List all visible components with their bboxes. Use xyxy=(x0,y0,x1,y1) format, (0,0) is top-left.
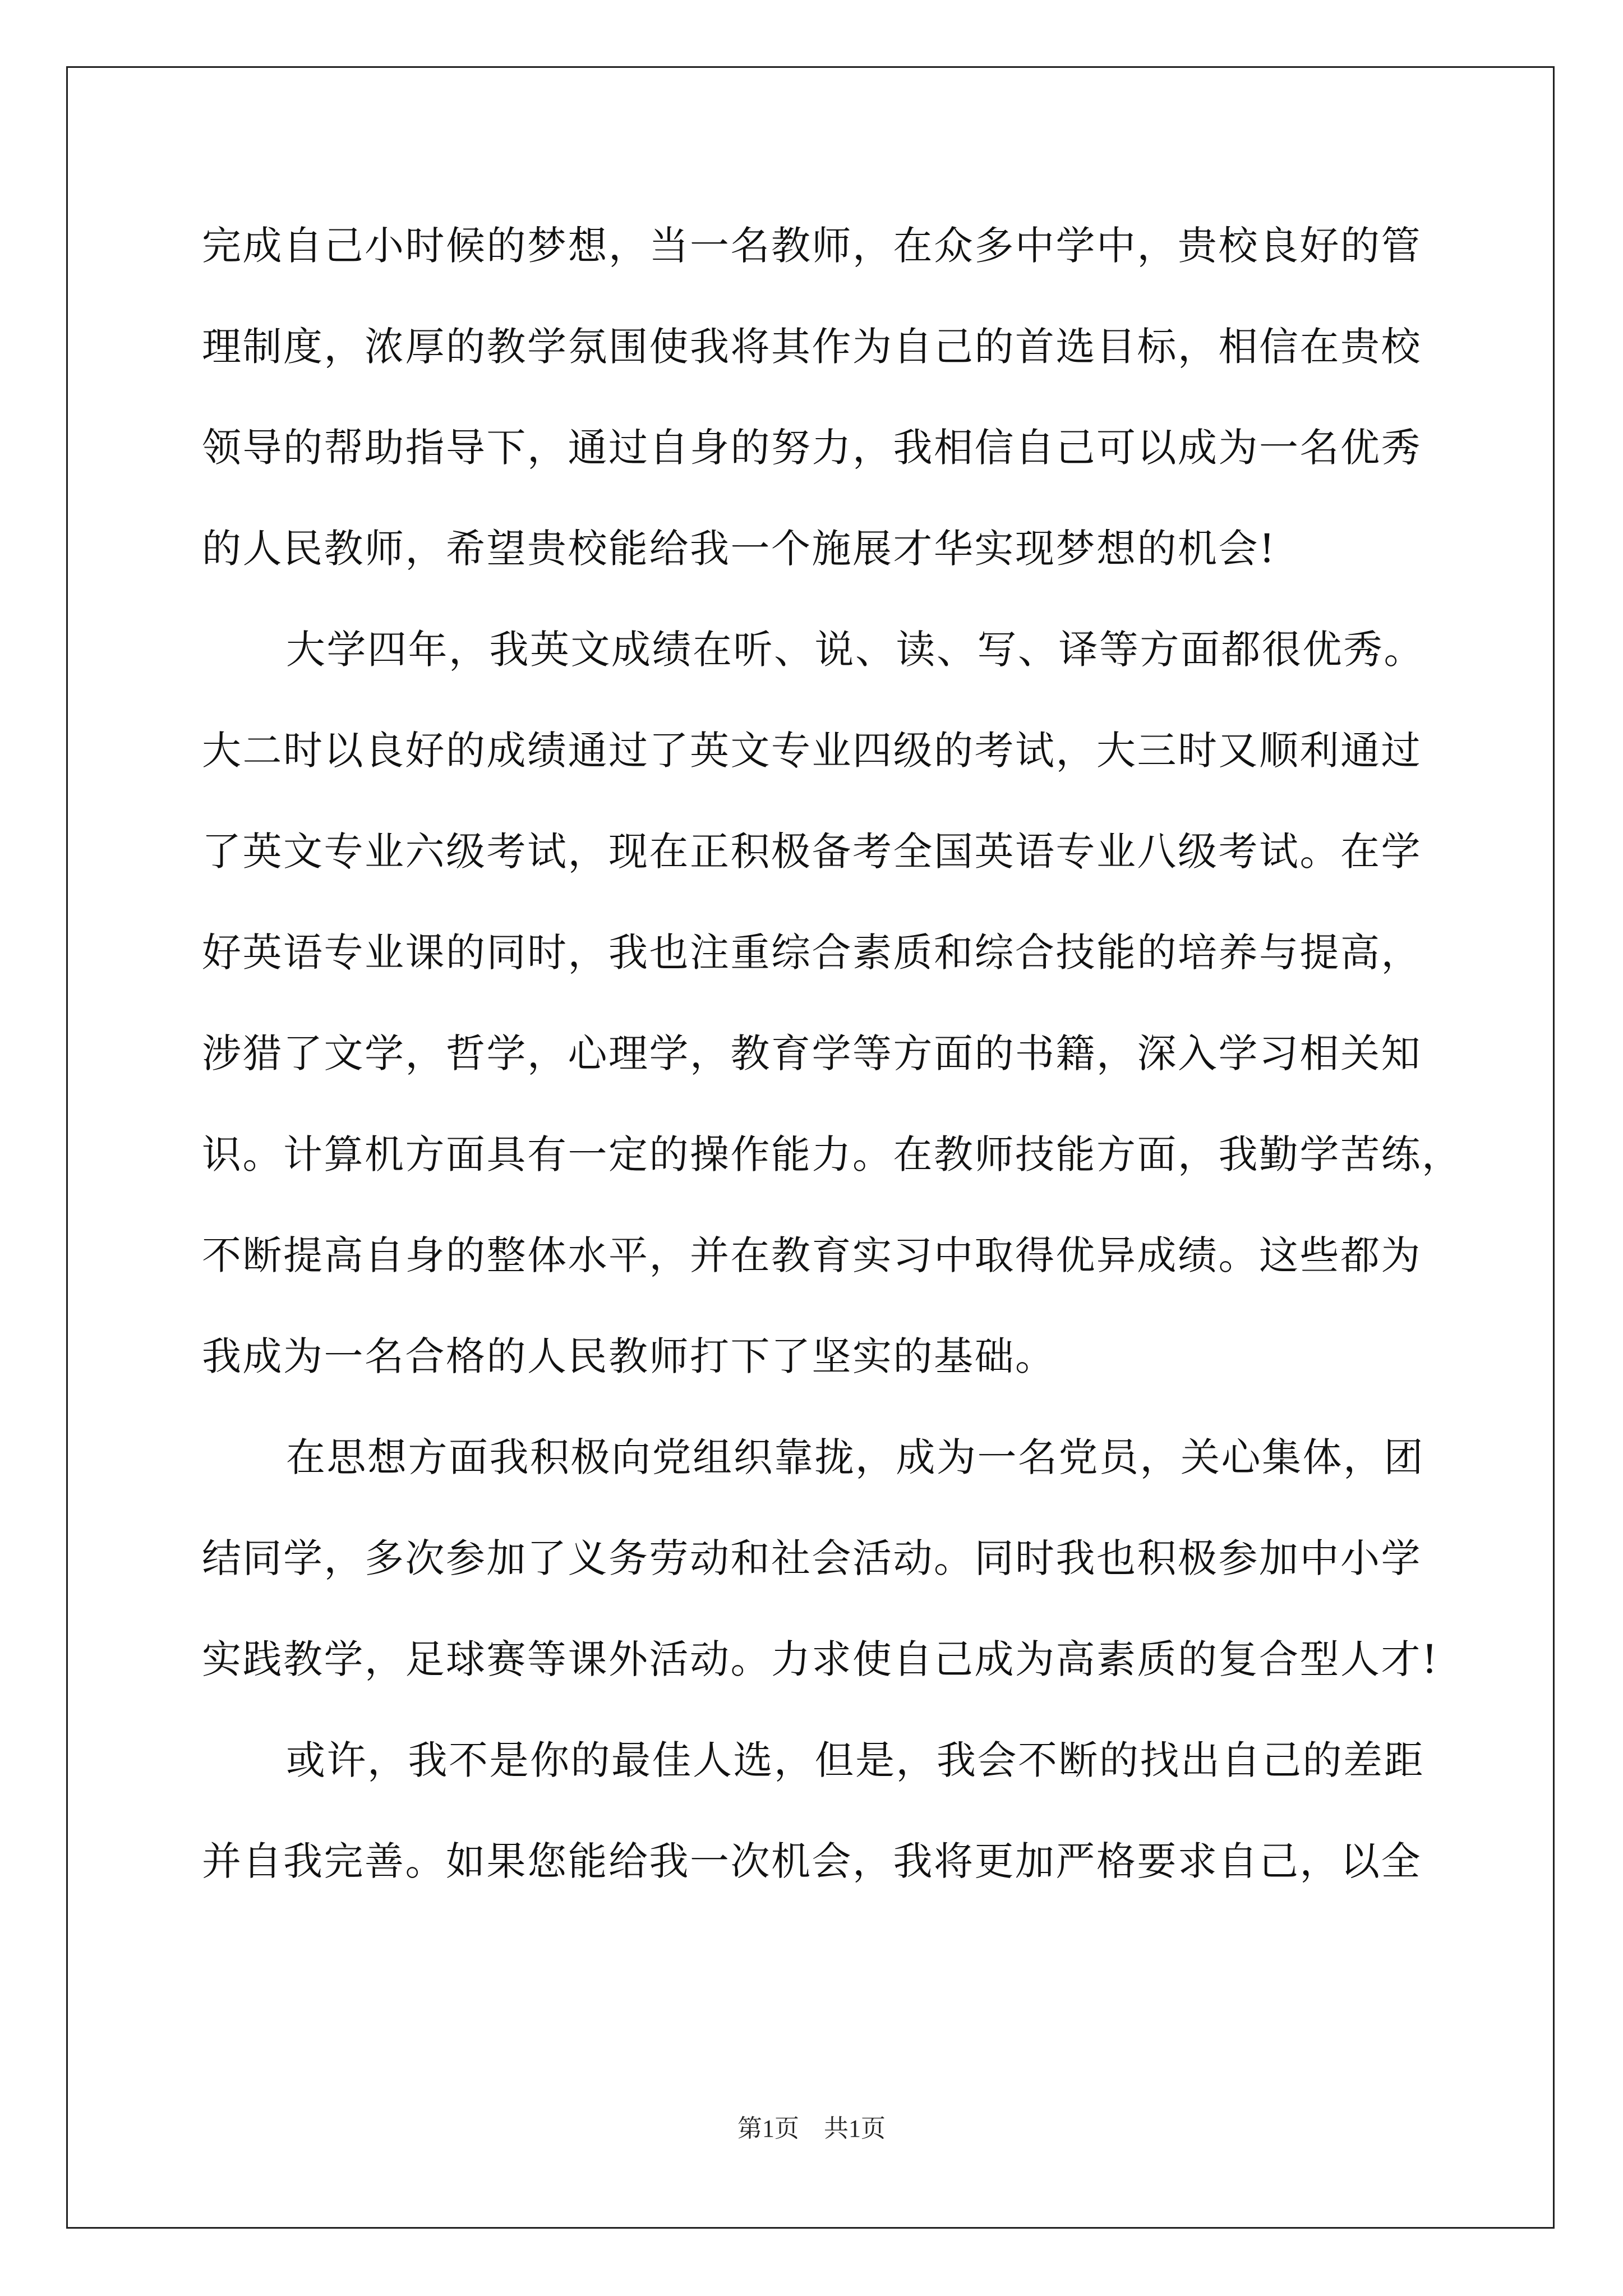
text-line: 的人民教师，希望贵校能给我一个施展才华实现梦想的机会! xyxy=(202,526,1276,572)
text-line: 了英文专业六级考试，现在正积极备考全国英语专业八级考试。在学 xyxy=(202,829,1422,875)
text-line: 大二时以良好的成绩通过了英文专业四级的考试，大三时又顺利通过 xyxy=(202,728,1422,774)
text-line: 好英语专业课的同时，我也注重综合素质和综合技能的培养与提高， xyxy=(202,930,1422,976)
paragraph-start-line: 在思想方面我积极向党组织靠拢，成为一名党员，关心集体，团 xyxy=(286,1434,1424,1480)
paragraph-start-line: 大学四年，我英文成绩在听、说、读、写、译等方面都很优秀。 xyxy=(286,627,1424,673)
text-line: 完成自己小时候的梦想，当一名教师，在众多中学中，贵校良好的管 xyxy=(202,223,1422,269)
text-line: 领导的帮助指导下，通过自身的努力，我相信自己可以成为一名优秀 xyxy=(202,425,1422,471)
text-line: 不断提高自身的整体水平，并在教育实习中取得优异成绩。这些都为 xyxy=(202,1232,1422,1278)
document-body xyxy=(202,218,1463,1934)
text-line: 理制度，浓厚的教学氛围使我将其作为自己的首选目标，相信在贵校 xyxy=(202,324,1422,370)
text-line: 实践教学，足球赛等课外活动。力求使自己成为高素质的复合型人才! xyxy=(202,1636,1439,1682)
text-line: 涉猎了文学，哲学，心理学，教育学等方面的书籍，深入学习相关知 xyxy=(202,1030,1422,1076)
text-line: 识。计算机方面具有一定的操作能力。在教师技能方面，我勤学苦练， xyxy=(202,1131,1463,1177)
page-footer: 第1页 共1页 xyxy=(737,2115,886,2142)
text-line: 我成为一名合格的人民教师打下了坚实的基础。 xyxy=(202,1333,1056,1379)
text-line: 结同学，多次参加了义务劳动和社会活动。同时我也积极参加中小学 xyxy=(202,1535,1422,1581)
text-line: 并自我完善。如果您能给我一次机会，我将更加严格要求自己，以全 xyxy=(202,1838,1422,1884)
paragraph-start-line: 或许，我不是你的最佳人选，但是，我会不断的找出自己的差距 xyxy=(286,1737,1424,1783)
